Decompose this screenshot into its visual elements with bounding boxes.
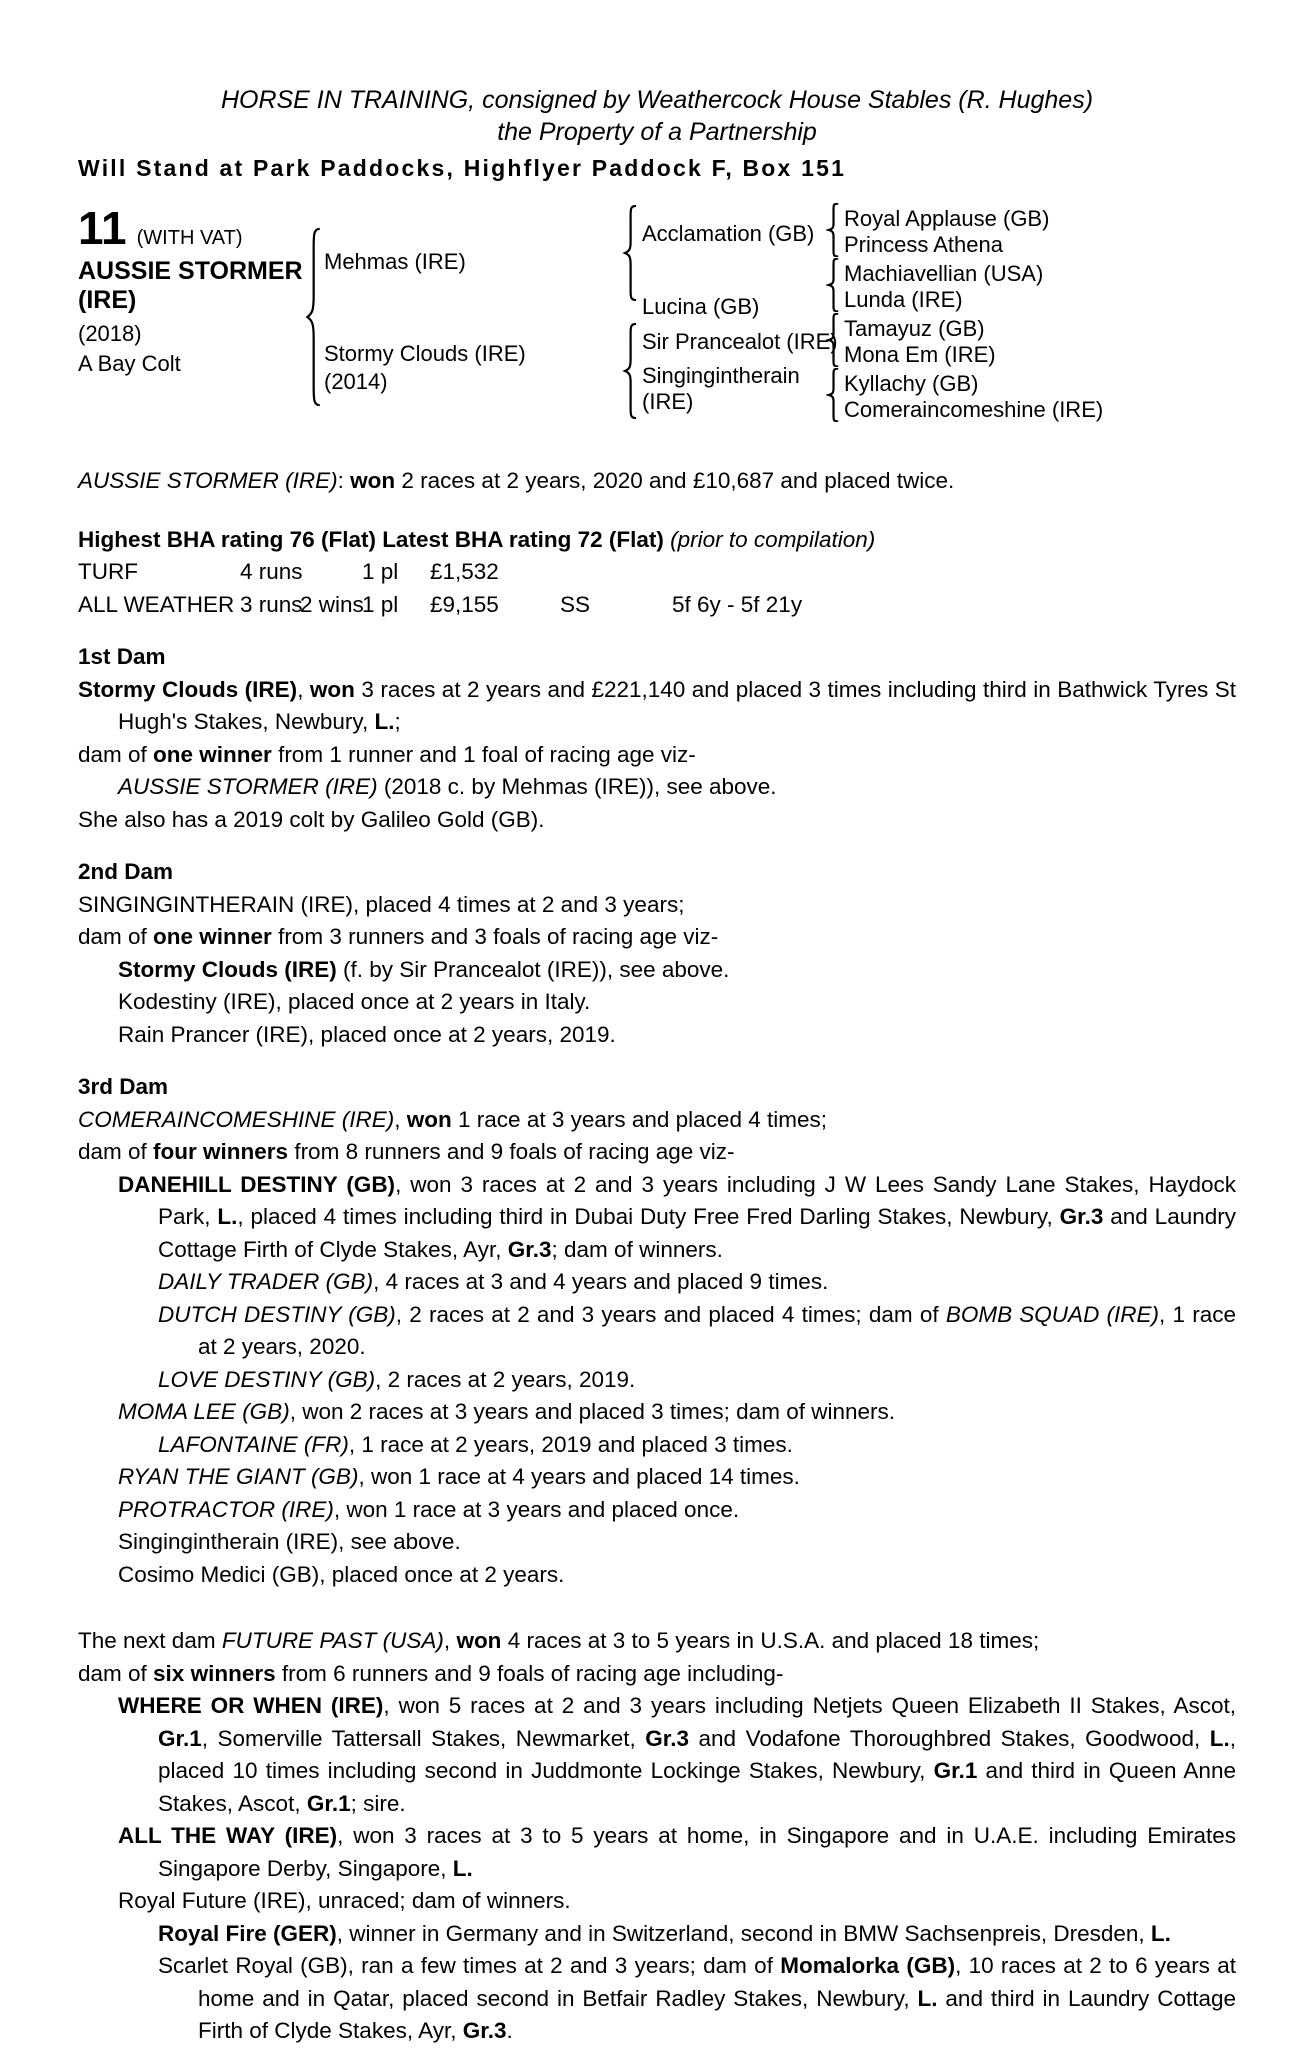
bha-distance-range xyxy=(672,556,1236,589)
text-segment: Cosimo Medici (GB), placed once at 2 years. xyxy=(118,1561,565,1587)
catalog-paragraph xyxy=(118,1494,1236,1527)
text-segment: ; xyxy=(394,709,401,734)
text-segment: LOVE DESTINY (GB) xyxy=(158,1366,376,1392)
catalog-paragraph xyxy=(158,1364,1236,1397)
catalog-paragraph xyxy=(78,674,1237,739)
text-segment: Highest BHA rating 76 (Flat) Latest BHA rating 72 (Flat) xyxy=(78,526,664,552)
catalog-paragraph xyxy=(158,1918,1236,1951)
bha-runs: 4 runs xyxy=(240,559,303,584)
catalog-paragraph xyxy=(78,1136,1236,1169)
catalog-paragraph xyxy=(118,1169,1236,1267)
text-segment: SINGINGINTHERAIN (IRE), placed 4 times at 2 and 3 years; xyxy=(78,891,685,917)
text-segment: one winner xyxy=(153,741,272,767)
horse-description: A Bay Colt xyxy=(78,351,181,376)
text-segment: won xyxy=(456,1628,502,1653)
text-segment: L. xyxy=(1150,1920,1171,1946)
text-segment: Gr.1 xyxy=(306,1790,351,1816)
bha-heading xyxy=(78,524,1236,557)
text-segment: LAFONTAINE (FR) xyxy=(158,1431,349,1457)
text-segment: , won 5 races at 2 and 3 years including Netjets Queen Elizabeth II Stakes, Ascot, xyxy=(383,1693,1236,1718)
text-segment: , 10 races at 2 to 6 years at home and in Qatar, placed second in Betfair Radley Stakes, Newbury, xyxy=(198,1953,1236,2011)
lot-line xyxy=(78,202,243,254)
text-segment: DUTCH DESTINY (GB) xyxy=(158,1301,396,1327)
text-segment: FUTURE PAST (USA) xyxy=(221,1628,444,1653)
text-segment: and Vodafone Thoroughbred Stakes, Goodwood, xyxy=(689,1725,1210,1751)
pedigree-gen3-entry: Royal Applause (GB) xyxy=(844,206,1050,231)
section-gap xyxy=(78,1591,1236,1625)
pedigree-gen3-entry: Kyllachy (GB) xyxy=(844,371,979,396)
text-segment: from 6 runners and 9 foals of racing age including- xyxy=(275,1660,784,1686)
text-segment: four winners xyxy=(153,1139,289,1164)
text-segment: and Laundry Cottage Firth of Clyde Stakes, Ayr, xyxy=(158,1204,1236,1262)
bha-wins xyxy=(300,556,362,589)
text-segment: 4 races at 3 to 5 years in U.S.A. and placed 18 times; xyxy=(501,1628,1040,1653)
text-segment: L. xyxy=(374,709,395,734)
catalog-paragraph xyxy=(78,739,1236,772)
text-segment: , 2 races at 2 years, 2019. xyxy=(375,1366,636,1392)
text-segment: won xyxy=(406,1106,452,1132)
catalog-paragraph xyxy=(118,1526,1236,1559)
catalog-paragraph xyxy=(118,1690,1236,1820)
text-segment: . xyxy=(506,2018,513,2043)
text-segment: (f. by Sir Prancealot (IRE)), see above. xyxy=(336,956,730,982)
text-segment: MOMA LEE (GB) xyxy=(118,1399,290,1424)
text-segment: ALL THE WAY (IRE) xyxy=(118,1823,338,1848)
catalog-paragraph xyxy=(118,1820,1236,1885)
text-segment: AUSSIE STORMER (IRE) xyxy=(78,468,338,493)
catalog-paragraph xyxy=(78,921,1236,954)
pedigree-dam: Stormy Clouds (IRE) xyxy=(324,341,526,366)
pedigree-gen3-entry: Comeraincomeshine (IRE) xyxy=(844,397,1104,422)
section-heading: 2nd Dam xyxy=(78,859,174,884)
text-segment: , xyxy=(297,676,310,702)
text-segment: dam of xyxy=(78,1660,154,1686)
pedigree-gen3-entry: Lunda (IRE) xyxy=(844,287,963,312)
catalog-paragraph xyxy=(78,1625,1236,1658)
horse-foaling-year: (2018) xyxy=(78,321,142,346)
pedigree-dam-year: (2014) xyxy=(324,369,388,394)
section-heading: 1st Dam xyxy=(78,644,166,669)
text-segment: , Somerville Tattersall Stakes, Newmarket, xyxy=(201,1725,646,1751)
catalog-paragraph xyxy=(78,1658,1236,1691)
text-segment: dam of xyxy=(78,741,154,767)
text-segment: 1 race at 3 years and placed 4 times; xyxy=(451,1106,827,1132)
pedigree-gen2-entry: Singingintherain (IRE) xyxy=(642,363,800,414)
section-heading: 3rd Dam xyxy=(78,1074,169,1099)
text-segment: COMERAINCOMESHINE (IRE) xyxy=(78,1106,395,1132)
brace-icon xyxy=(622,205,638,301)
text-segment: Royal Future (IRE), unraced; dam of winners. xyxy=(118,1888,571,1913)
text-segment: DAILY TRADER (GB) xyxy=(158,1269,374,1294)
text-segment: RYAN THE GIANT (GB) xyxy=(118,1464,359,1489)
text-segment: from 8 runners and 9 foals of racing age viz- xyxy=(288,1139,735,1164)
text-segment: Kodestiny (IRE), placed once at 2 years in Italy. xyxy=(118,989,591,1014)
text-segment: Gr.3 xyxy=(1059,1204,1104,1229)
bha-row-all-weather xyxy=(78,589,1236,622)
text-segment: WHERE OR WHEN (IRE) xyxy=(118,1693,384,1718)
text-segment: , placed 10 times including second in Juddmonte Lockinge Stakes, Newbury, xyxy=(158,1725,1236,1783)
text-segment: Gr.1 xyxy=(158,1725,202,1751)
brace-icon xyxy=(826,203,840,257)
text-segment: , won 2 races at 3 years and placed 3 times; dam of winners. xyxy=(289,1399,895,1424)
bha-ratings-block xyxy=(78,524,1236,622)
text-segment: PROTRACTOR (IRE) xyxy=(118,1496,334,1522)
text-segment: DANEHILL DESTINY (GB) xyxy=(118,1171,396,1197)
pedigree-gen2-entry: Acclamation (GB) xyxy=(642,221,815,246)
text-segment: ; dam of winners. xyxy=(551,1236,723,1262)
text-segment: Scarlet Royal (GB), ran a few times at 2 and 3 years; dam of xyxy=(158,1953,781,1978)
text-segment: L. xyxy=(1209,1725,1230,1751)
lot-vat-label: (WITH VAT) xyxy=(136,227,243,249)
bha-code xyxy=(560,556,672,589)
pedigree-gen3-entry: Princess Athena xyxy=(844,232,1003,257)
text-segment: , won 3 races at 3 to 5 years at home, in Singapore and in U.A.E. including Emirates Singapore Derby, Singapore, xyxy=(158,1823,1236,1881)
consignor-line: HORSE IN TRAINING, consigned by Weathercock House Stables (R. Hughes) xyxy=(220,86,1094,114)
pedigree-gen3-entry: Tamayuz (GB) xyxy=(844,316,985,341)
bha-distance-range: 5f 6y - 5f 21y xyxy=(672,591,803,617)
catalog-paragraph xyxy=(118,1396,1236,1429)
catalog-paragraph xyxy=(78,804,1236,837)
text-segment: L. xyxy=(452,1855,473,1881)
catalog-paragraph xyxy=(118,1019,1236,1052)
bha-earnings: £9,155 xyxy=(430,591,499,617)
catalog-paragraph xyxy=(78,1104,1236,1137)
text-segment: , 4 races at 3 and 4 years and placed 9 times. xyxy=(373,1269,829,1294)
text-segment: The next dam xyxy=(78,1628,222,1653)
text-segment: She also has a 2019 colt by Galileo Gold (GB). xyxy=(78,806,545,832)
race-record-block xyxy=(78,465,1236,498)
catalog-paragraph xyxy=(158,1429,1236,1462)
pedigree-gen3-entry: Mona Em (IRE) xyxy=(844,342,996,367)
text-segment: Rain Prancer (IRE), placed once at 2 years, 2019. xyxy=(118,1021,616,1047)
bha-row-turf xyxy=(78,556,1236,589)
text-segment: (2018 c. by Mehmas (IRE)), see above. xyxy=(377,774,777,799)
catalog-paragraph xyxy=(118,954,1236,987)
bha-runs: 3 runs xyxy=(240,591,303,617)
pedigree-sire: Mehmas (IRE) xyxy=(324,249,466,274)
bha-wins: 2 wins xyxy=(300,591,364,617)
catalog-paragraph xyxy=(158,1299,1236,1364)
text-segment: Singingintherain (IRE), see above. xyxy=(118,1529,461,1554)
catalog-paragraph xyxy=(158,1266,1236,1299)
text-segment: , won 1 race at 3 years and placed once. xyxy=(333,1496,740,1522)
brace-icon xyxy=(826,258,840,312)
text-segment: : xyxy=(337,468,351,493)
text-segment: , won 3 races at 2 and 3 years including J W Lees Sandy Lane Stakes, Haydock Park, xyxy=(158,1171,1236,1229)
pedigree-gen3-entry: Machiavellian (USA) xyxy=(844,261,1044,286)
text-segment: one winner xyxy=(153,924,272,949)
catalog-paragraph xyxy=(118,771,1236,804)
text-segment: six winners xyxy=(153,1660,276,1686)
text-segment: , 2 races at 2 and 3 years and placed 4 times; dam of xyxy=(395,1301,946,1327)
text-segment: , xyxy=(394,1106,407,1132)
text-segment: Gr.1 xyxy=(933,1758,978,1783)
text-segment: L. xyxy=(917,1985,938,2011)
text-segment: ; sire. xyxy=(350,1790,406,1816)
text-segment: , winner in Germany and in Switzerland, second in BMW Sachsenpreis, Dresden, xyxy=(336,1920,1151,1946)
lot-number: 11 xyxy=(78,202,127,254)
text-segment: Royal Fire (GER) xyxy=(158,1920,337,1946)
catalog-paragraph xyxy=(78,889,1236,922)
text-segment: dam of xyxy=(78,1139,154,1164)
text-segment: Gr.3 xyxy=(507,1236,552,1262)
text-segment: AUSSIE STORMER (IRE) xyxy=(118,774,378,799)
text-segment: Stormy Clouds (IRE) xyxy=(78,676,298,702)
text-segment: from 1 runner and 1 foal of racing age viz- xyxy=(271,741,696,767)
catalog-paragraph xyxy=(158,1950,1236,2048)
bha-earnings: £1,532 xyxy=(430,559,499,584)
bha-surface: TURF xyxy=(78,559,138,584)
bha-placings: 1 pl xyxy=(362,591,399,617)
text-segment: dam of xyxy=(78,924,154,949)
text-segment: won xyxy=(350,468,396,493)
text-segment: BOMB SQUAD (IRE) xyxy=(945,1301,1160,1327)
bha-placings: 1 pl xyxy=(362,559,399,584)
text-segment: 2 races at 2 years, 2020 and £10,687 and placed twice. xyxy=(395,468,955,493)
text-segment: , placed 4 times including third in Dubai Duty Free Fred Darling Stakes, Newbury, xyxy=(237,1204,1060,1229)
stabling-line: Will Stand at Park Paddocks, Highflyer Paddock F, Box 151 xyxy=(78,155,847,181)
brace-icon xyxy=(622,323,638,419)
text-segment: Gr.3 xyxy=(462,2018,507,2043)
text-segment: , 1 race at 2 years, 2020. xyxy=(198,1301,1236,1359)
text-segment: Stormy Clouds (IRE) xyxy=(118,956,337,982)
catalog-paragraph xyxy=(118,1885,1236,1918)
text-segment: Gr.3 xyxy=(645,1725,690,1751)
text-segment: 3 races at 2 years and £221,140 and placed 3 times including third in Bathwick Tyres St Hugh's Stakes, Newbury, xyxy=(118,676,1237,734)
pedigree-gen2-entry: Sir Prancealot (IRE) xyxy=(642,329,838,354)
text-segment: and third in Laundry Cottage Firth of Clyde Stakes, Ayr, xyxy=(198,1985,1236,2043)
brace-icon xyxy=(304,227,322,407)
catalog-paragraph xyxy=(118,1559,1236,1592)
pedigree-gen2-entry: Lucina (GB) xyxy=(642,294,760,319)
horse-name: AUSSIE STORMER (IRE) xyxy=(78,257,303,314)
text-segment: from 3 runners and 3 foals of racing age viz- xyxy=(271,924,719,949)
bha-surface: ALL WEATHER xyxy=(78,591,235,617)
catalog-paragraph xyxy=(118,1461,1236,1494)
text-segment: , 1 race at 2 years, 2019 and placed 3 times. xyxy=(348,1431,793,1457)
pedigree-chart xyxy=(78,199,1236,439)
text-segment: (prior to compilation) xyxy=(670,526,876,552)
text-segment: won xyxy=(309,676,355,702)
text-segment: Momalorka (GB) xyxy=(780,1953,956,1978)
catalog-paragraph xyxy=(78,465,1236,498)
catalog-paragraph xyxy=(118,986,1236,1019)
text-segment: and third in Queen Anne Stakes, Ascot, xyxy=(158,1758,1236,1816)
text-segment: , won 1 race at 4 years and placed 14 times. xyxy=(358,1464,800,1489)
property-line: the Property of a Partnership xyxy=(497,118,817,146)
pedigree-text-body xyxy=(78,641,1236,2048)
text-segment: , xyxy=(443,1628,457,1653)
text-segment: L. xyxy=(217,1204,238,1229)
bha-code: SS xyxy=(560,591,591,617)
